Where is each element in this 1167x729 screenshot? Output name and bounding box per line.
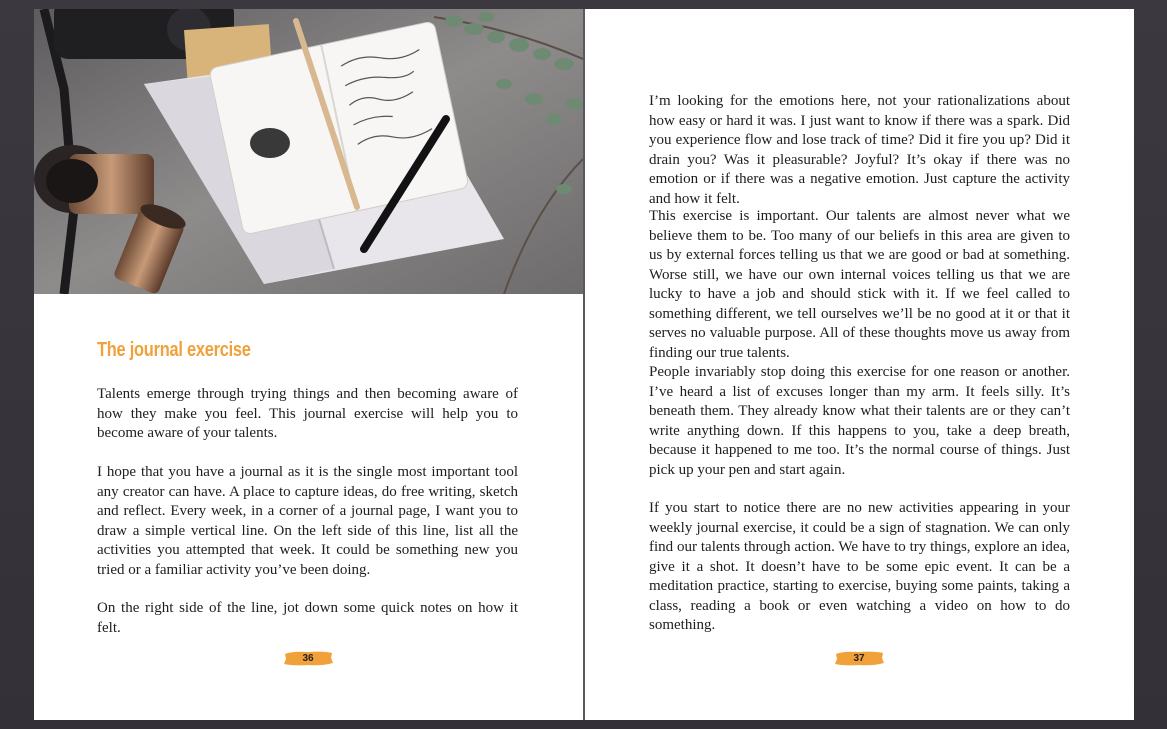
- page-number: 36: [302, 653, 314, 664]
- page-number-badge: [282, 650, 334, 667]
- photo-illustration: [34, 9, 583, 294]
- paragraph: I hope that you have a journal as it is the single most important tool any creator can have. A place to capture ideas, do free writing, sketch and reflect. Every week, in a corner of a journal page, I want you to draw a simple vertical line. On the left side of this line, list all the activities you attempted that week. It could be something new you tried or a familiar activity you’ve been doing.: [97, 464, 518, 578]
- paragraph: I’m looking for the emotions here, not your rationalizations about how easy or hard it was. I just want to know if there was a spark. Did you experience flow and lose track of time? Did it fire you up? Did it drain you? Was it pleasurable? Joyful? It’s okay if there was no emotion or if there was a negative emotion. Just capture the activity and how it felt.: [649, 93, 1070, 207]
- paragraph: On the right side of the line, jot down some quick notes on how it felt.: [97, 600, 518, 636]
- page-left[interactable]: [34, 9, 583, 720]
- paragraph: If you start to notice there are no new activities appearing in your weekly journal exercise, it could be a sign of stagnation. We can only find our talents through action. We have to try things, explore an idea, give it a shot. It doesn’t have to be some epic event. It can be a meditation practice, starting to exercise, buying some paints, taking a class, reading a book or even watching a video on how to do something.: [649, 500, 1070, 633]
- paragraph: People invariably stop doing this exercise for one reason or another. I’ve heard a list of excuses longer than my arm. It feels silly. It’s beneath them. They already know what their talents are or they can’t write anything down. If this happens to you, take a deep breath, because it happened to me too. It’s the normal course of things. Just pick up your pen and start again.: [649, 364, 1070, 478]
- section-title: The journal exercise: [97, 339, 251, 361]
- page-number-badge: [833, 650, 885, 667]
- page-number: 37: [853, 653, 865, 664]
- journal-photo: [34, 9, 583, 294]
- paragraph: This exercise is important. Our talents are almost never what we believe them to be. Too many of our beliefs in this area are given to us by external forces telling us that we are good or bad at something. Worse still, we have our own internal voices telling us that we are lucky to have a job and should stick with it. If we feel called to something different, we tell ourselves we’ll be no good at it or that it serves no valuable purpose. All of these thoughts move us away from finding our true talents.: [649, 208, 1070, 361]
- paragraph: Talents emerge through trying things and then becoming aware of how they make you feel. This journal exercise will help you to become aware of your talents.: [97, 386, 518, 441]
- page-right[interactable]: [585, 9, 1134, 720]
